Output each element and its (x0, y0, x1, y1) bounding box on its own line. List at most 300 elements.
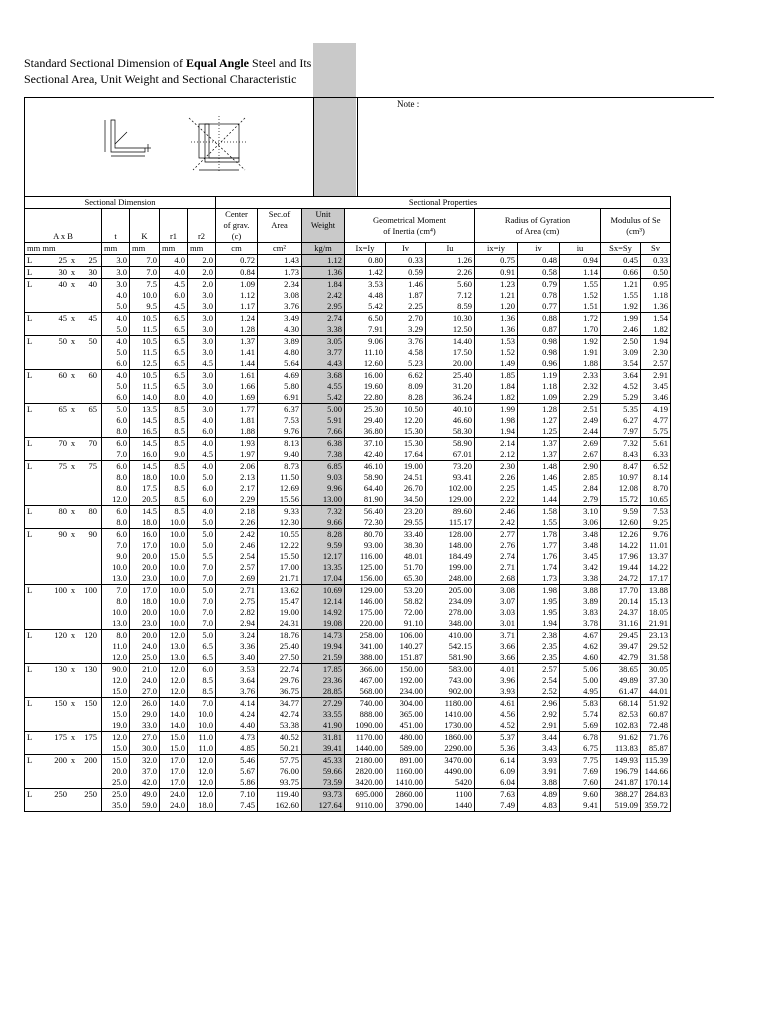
cell-rv: 1.37 (518, 449, 560, 461)
row-type: L (27, 585, 33, 595)
cell-rv: 2.35 (518, 652, 560, 664)
cell-rx: 3.01 (475, 618, 518, 630)
cell-iu: 73.20 (426, 461, 475, 473)
cell-sx: 39.47 (601, 641, 641, 652)
cell-uw: 27.29 (302, 698, 345, 710)
cell-r2: 4.5 (188, 449, 216, 461)
center-header-l2: of grav. (223, 220, 250, 230)
cell-rx: 5.36 (475, 743, 518, 755)
table-row (25, 506, 671, 518)
cell-r1: 14.0 (160, 709, 188, 720)
size-a: 40 (58, 279, 67, 289)
cell-area: 8.73 (258, 461, 302, 473)
cell-t: 9.0 (102, 551, 130, 562)
cell-uw: 19.94 (302, 641, 345, 652)
row-type: L (27, 336, 33, 346)
cell-r1: 8.5 (160, 426, 188, 438)
cell-r2: 3.0 (188, 313, 216, 325)
cell-ru: 1.55 (560, 279, 601, 291)
cell-r2: 5.0 (188, 630, 216, 642)
table-row (25, 732, 671, 744)
cell-r1: 24.0 (160, 789, 188, 801)
size-cell (25, 506, 102, 518)
cell-iv: 304.00 (386, 698, 426, 710)
cell-area: 4.80 (258, 347, 302, 358)
cell-K: 59.0 (130, 800, 160, 812)
cell-ix: 37.10 (345, 438, 386, 450)
cell-rv: 1.95 (518, 607, 560, 618)
table-row (25, 789, 671, 801)
size-a: 30 (58, 267, 67, 277)
cell-r1: 10.0 (160, 573, 188, 585)
cell-c: 3.64 (216, 675, 258, 686)
cell-r2: 6.0 (188, 664, 216, 676)
cell-r1: 10.0 (160, 585, 188, 597)
size-cell (25, 664, 102, 676)
cell-sv: 9.76 (641, 529, 671, 541)
size-a: 50 (58, 336, 67, 346)
cell-ix: 388.00 (345, 652, 386, 664)
cell-ru: 3.45 (560, 551, 601, 562)
cell-iv: 3.76 (386, 336, 426, 348)
cell-iu: 184.49 (426, 551, 475, 562)
size-b: 65 (88, 404, 97, 414)
cell-rv: 3.93 (518, 755, 560, 767)
size-b: 40 (88, 279, 97, 289)
size-cell (25, 607, 102, 618)
cell-t: 4.0 (102, 370, 130, 382)
cell-c: 2.42 (216, 529, 258, 541)
cell-iv: 192.00 (386, 675, 426, 686)
cell-area: 12.30 (258, 517, 302, 529)
cell-uw: 73.59 (302, 777, 345, 789)
title-subline: Sectional Area, Unit Weight and Sectional Characteristic (24, 72, 297, 86)
cell-r1: 8.5 (160, 438, 188, 450)
cell-iv: 1410.00 (386, 777, 426, 789)
table-row (25, 381, 671, 392)
unit-rx: ix=iy (475, 243, 518, 255)
cell-rx: 2.77 (475, 529, 518, 541)
cell-sv: 6.52 (641, 461, 671, 473)
cell-rx: 2.76 (475, 540, 518, 551)
cell-r2: 12.0 (188, 766, 216, 777)
cell-iv: 53.20 (386, 585, 426, 597)
cell-r1: 8.5 (160, 404, 188, 416)
cell-r2: 12.0 (188, 755, 216, 767)
cell-sx: 68.14 (601, 698, 641, 710)
document-title (24, 55, 311, 87)
cell-sx: 91.62 (601, 732, 641, 744)
cell-t: 3.0 (102, 255, 130, 267)
cell-ix: 1.42 (345, 267, 386, 279)
cell-uw: 31.81 (302, 732, 345, 744)
size-a: 100 (54, 585, 67, 595)
cell-iu: 46.60 (426, 415, 475, 426)
cell-sv: 115.39 (641, 755, 671, 767)
cell-iv: 106.00 (386, 630, 426, 642)
cell-rx: 3.93 (475, 686, 518, 698)
cell-iv: 3790.00 (386, 800, 426, 812)
table-row (25, 743, 671, 755)
cell-sv: 1.94 (641, 336, 671, 348)
cell-ix: 72.30 (345, 517, 386, 529)
cell-iu: 583.00 (426, 664, 475, 676)
cell-iv: 5.23 (386, 358, 426, 370)
cell-r2: 2.0 (188, 279, 216, 291)
row-type: L (27, 529, 33, 539)
cell-t: 7.0 (102, 540, 130, 551)
cell-sx: 4.52 (601, 381, 641, 392)
cell-sv: 9.25 (641, 517, 671, 529)
cell-rv: 1.46 (518, 472, 560, 483)
cell-sx: 19.44 (601, 562, 641, 573)
cell-rv: 1.27 (518, 415, 560, 426)
cell-rv: 4.83 (518, 800, 560, 812)
size-a: 45 (58, 313, 67, 323)
cell-iu: 348.00 (426, 618, 475, 630)
cell-t: 6.0 (102, 506, 130, 518)
cell-r2: 6.0 (188, 494, 216, 506)
cell-ru: 2.67 (560, 449, 601, 461)
cell-rx: 4.01 (475, 664, 518, 676)
row-type: L (27, 789, 33, 799)
center-header-l1: Center (225, 209, 248, 219)
table-row (25, 709, 671, 720)
cell-iu: 40.10 (426, 404, 475, 416)
cell-c: 1.41 (216, 347, 258, 358)
table-row (25, 438, 671, 450)
row-type: L (27, 267, 33, 277)
cell-iv: 48.01 (386, 551, 426, 562)
table-row (25, 664, 671, 676)
size-cell (25, 483, 102, 494)
cell-uw: 59.66 (302, 766, 345, 777)
row-type: L (27, 404, 33, 414)
inertia-header (345, 209, 475, 243)
cell-iu: 410.00 (426, 630, 475, 642)
cell-ru: 2.44 (560, 426, 601, 438)
cell-iu: 1410.00 (426, 709, 475, 720)
cell-uw: 17.85 (302, 664, 345, 676)
cell-t: 15.0 (102, 743, 130, 755)
cell-area: 19.00 (258, 607, 302, 618)
cell-iu: 8.59 (426, 301, 475, 313)
cell-iu: 2290.00 (426, 743, 475, 755)
cell-rx: 1.36 (475, 313, 518, 325)
cell-sv: 144.66 (641, 766, 671, 777)
cell-c: 4.14 (216, 698, 258, 710)
cell-area: 5.64 (258, 358, 302, 370)
cell-sv: 359.72 (641, 800, 671, 812)
cell-uw: 9.59 (302, 540, 345, 551)
cell-iv: 1.46 (386, 279, 426, 291)
cell-iu: 234.09 (426, 596, 475, 607)
cell-K: 7.0 (130, 255, 160, 267)
cell-sv: 1.82 (641, 324, 671, 336)
cell-sv: 10.65 (641, 494, 671, 506)
size-cell (25, 255, 102, 267)
cell-iu: 1100 (426, 789, 475, 801)
cell-sv: 51.92 (641, 698, 671, 710)
cell-r1: 12.0 (160, 664, 188, 676)
axis-section-drawing (181, 114, 261, 178)
table-row (25, 777, 671, 789)
cell-sv: 284.83 (641, 789, 671, 801)
cell-iu: 5420 (426, 777, 475, 789)
cell-rx: 0.91 (475, 267, 518, 279)
cell-c: 2.54 (216, 551, 258, 562)
cell-ru: 6.75 (560, 743, 601, 755)
cell-c: 5.46 (216, 755, 258, 767)
cell-area: 36.75 (258, 686, 302, 698)
cell-K: 37.0 (130, 766, 160, 777)
modulus-header (601, 209, 671, 243)
cell-t: 35.0 (102, 800, 130, 812)
equal-angle-table (24, 196, 671, 812)
size-cell (25, 404, 102, 416)
table-row (25, 686, 671, 698)
cell-iu: 31.20 (426, 381, 475, 392)
cell-r1: 4.0 (160, 255, 188, 267)
cell-rv: 0.88 (518, 313, 560, 325)
cell-ru: 9.60 (560, 789, 601, 801)
cell-ix: 9.06 (345, 336, 386, 348)
size-a: 130 (54, 664, 67, 674)
cell-sv: 15.13 (641, 596, 671, 607)
cell-sv: 5.61 (641, 438, 671, 450)
unit-weight-header-l2: Weight (310, 220, 336, 230)
cell-ru: 4.62 (560, 641, 601, 652)
size-cell (25, 652, 102, 664)
size-cell (25, 596, 102, 607)
cell-t: 90.0 (102, 664, 130, 676)
cell-rv: 2.92 (518, 709, 560, 720)
sectional-properties-header: Sectional Properties (216, 197, 671, 209)
cell-rv: 1.94 (518, 618, 560, 630)
cell-ru: 3.10 (560, 506, 601, 518)
cell-sx: 1.21 (601, 279, 641, 291)
cell-ru: 1.14 (560, 267, 601, 279)
cell-rv: 1.76 (518, 551, 560, 562)
cell-uw: 9.96 (302, 483, 345, 494)
cell-ix: 568.00 (345, 686, 386, 698)
cell-ix: 220.00 (345, 618, 386, 630)
cell-sv: 0.33 (641, 255, 671, 267)
cell-ru: 3.38 (560, 573, 601, 585)
cell-iv: 33.40 (386, 529, 426, 541)
cell-rv: 1.25 (518, 426, 560, 438)
cell-sv: 170.14 (641, 777, 671, 789)
cell-r1: 8.5 (160, 483, 188, 494)
cell-rv: 1.09 (518, 392, 560, 404)
row-type: L (27, 755, 33, 765)
cell-ix: 58.90 (345, 472, 386, 483)
cell-area: 17.00 (258, 562, 302, 573)
cell-rx: 6.14 (475, 755, 518, 767)
cell-uw: 28.85 (302, 686, 345, 698)
cell-t: 15.0 (102, 686, 130, 698)
cell-sv: 85.87 (641, 743, 671, 755)
cell-rx: 2.12 (475, 449, 518, 461)
cell-sv: 4.77 (641, 415, 671, 426)
size-b: 90 (88, 529, 97, 539)
cell-K: 10.5 (130, 336, 160, 348)
cell-rx: 1.99 (475, 404, 518, 416)
cell-ix: 740.00 (345, 698, 386, 710)
cell-ix: 3420.00 (345, 777, 386, 789)
cell-rv: 0.58 (518, 267, 560, 279)
cell-ix: 25.30 (345, 404, 386, 416)
cell-c: 2.18 (216, 506, 258, 518)
cell-area: 6.37 (258, 404, 302, 416)
cell-K: 11.5 (130, 324, 160, 336)
cell-ru: 3.83 (560, 607, 601, 618)
size-cell (25, 529, 102, 541)
cell-iv: 51.70 (386, 562, 426, 573)
cell-K: 33.0 (130, 720, 160, 732)
cell-iu: 89.60 (426, 506, 475, 518)
cell-t: 6.0 (102, 461, 130, 473)
cell-c: 2.06 (216, 461, 258, 473)
cell-area: 9.33 (258, 506, 302, 518)
cell-sv: 1.54 (641, 313, 671, 325)
cell-rx: 2.22 (475, 494, 518, 506)
cell-r2: 18.0 (188, 800, 216, 812)
size-x: x (70, 732, 76, 742)
r2-header: r2 (188, 209, 216, 243)
cell-K: 10.5 (130, 313, 160, 325)
table-row (25, 267, 671, 279)
cell-t: 5.0 (102, 404, 130, 416)
table-row (25, 652, 671, 664)
cell-iv: 4.58 (386, 347, 426, 358)
cell-rv: 1.45 (518, 483, 560, 494)
table-row (25, 370, 671, 382)
cell-K: 20.0 (130, 607, 160, 618)
cell-area: 50.21 (258, 743, 302, 755)
cell-r2: 3.0 (188, 370, 216, 382)
cell-iv: 38.30 (386, 540, 426, 551)
cell-iu: 1180.00 (426, 698, 475, 710)
cell-iv: 0.59 (386, 267, 426, 279)
cell-area: 12.69 (258, 483, 302, 494)
cell-sv: 8.14 (641, 472, 671, 483)
cell-iu: 199.00 (426, 562, 475, 573)
cell-ix: 7.91 (345, 324, 386, 336)
cell-iu: 67.01 (426, 449, 475, 461)
cell-iv: 8.09 (386, 381, 426, 392)
size-cell (25, 777, 102, 789)
cell-r1: 12.0 (160, 675, 188, 686)
cell-t: 6.0 (102, 358, 130, 370)
cell-t: 4.0 (102, 290, 130, 301)
cell-iu: 10.30 (426, 313, 475, 325)
cell-iv: 0.33 (386, 255, 426, 267)
cell-uw: 3.05 (302, 336, 345, 348)
cell-rv: 0.96 (518, 358, 560, 370)
cell-rv: 2.96 (518, 698, 560, 710)
cell-iv: 23.20 (386, 506, 426, 518)
cell-ix: 4.48 (345, 290, 386, 301)
cell-sx: 10.97 (601, 472, 641, 483)
table-row (25, 766, 671, 777)
cell-rv: 1.78 (518, 529, 560, 541)
cell-rv: 3.88 (518, 777, 560, 789)
cell-uw: 5.00 (302, 404, 345, 416)
cell-rv: 0.79 (518, 279, 560, 291)
cell-iu: 14.40 (426, 336, 475, 348)
size-cell (25, 347, 102, 358)
cell-iu: 148.00 (426, 540, 475, 551)
cell-rx: 1.23 (475, 279, 518, 291)
size-cell (25, 800, 102, 812)
table-row (25, 404, 671, 416)
cell-K: 42.0 (130, 777, 160, 789)
cell-sv: 0.50 (641, 267, 671, 279)
size-a: 80 (58, 506, 67, 516)
cell-iu: 3470.00 (426, 755, 475, 767)
size-cell (25, 324, 102, 336)
cell-K: 14.0 (130, 392, 160, 404)
size-cell (25, 358, 102, 370)
cell-iv: 151.87 (386, 652, 426, 664)
table-row (25, 517, 671, 529)
cell-iu: 542.15 (426, 641, 475, 652)
table-row (25, 392, 671, 404)
cell-c: 3.24 (216, 630, 258, 642)
unit-c: cm (216, 243, 258, 255)
cell-iu: 1730.00 (426, 720, 475, 732)
cell-rv: 1.73 (518, 573, 560, 585)
cell-sx: 15.72 (601, 494, 641, 506)
cell-uw: 13.35 (302, 562, 345, 573)
row-type: L (27, 255, 33, 265)
cell-t: 4.0 (102, 313, 130, 325)
size-cell (25, 755, 102, 767)
size-b: 50 (88, 336, 97, 346)
cell-K: 25.0 (130, 652, 160, 664)
cell-r1: 17.0 (160, 766, 188, 777)
cell-c: 3.76 (216, 686, 258, 698)
cell-c: 5.86 (216, 777, 258, 789)
cell-rx: 4.52 (475, 720, 518, 732)
cell-uw: 7.66 (302, 426, 345, 438)
cell-ix: 125.00 (345, 562, 386, 573)
cell-uw: 1.36 (302, 267, 345, 279)
cell-ru: 2.84 (560, 483, 601, 494)
cell-rv: 3.43 (518, 743, 560, 755)
cell-sx: 3.09 (601, 347, 641, 358)
cell-r2: 4.5 (188, 358, 216, 370)
cell-ru: 4.67 (560, 630, 601, 642)
cell-sx: 24.72 (601, 573, 641, 585)
size-cell (25, 517, 102, 529)
cell-rx: 1.49 (475, 358, 518, 370)
size-cell (25, 540, 102, 551)
cell-area: 5.80 (258, 381, 302, 392)
cell-c: 2.17 (216, 483, 258, 494)
cell-ru: 2.90 (560, 461, 601, 473)
cell-ru: 3.88 (560, 585, 601, 597)
cell-area: 7.53 (258, 415, 302, 426)
cell-uw: 3.77 (302, 347, 345, 358)
cell-iv: 6.62 (386, 370, 426, 382)
cell-K: 14.5 (130, 461, 160, 473)
cell-area: 42.74 (258, 709, 302, 720)
cell-c: 3.40 (216, 652, 258, 664)
size-b: 80 (88, 506, 97, 516)
unit-uw: kg/m (302, 243, 345, 255)
